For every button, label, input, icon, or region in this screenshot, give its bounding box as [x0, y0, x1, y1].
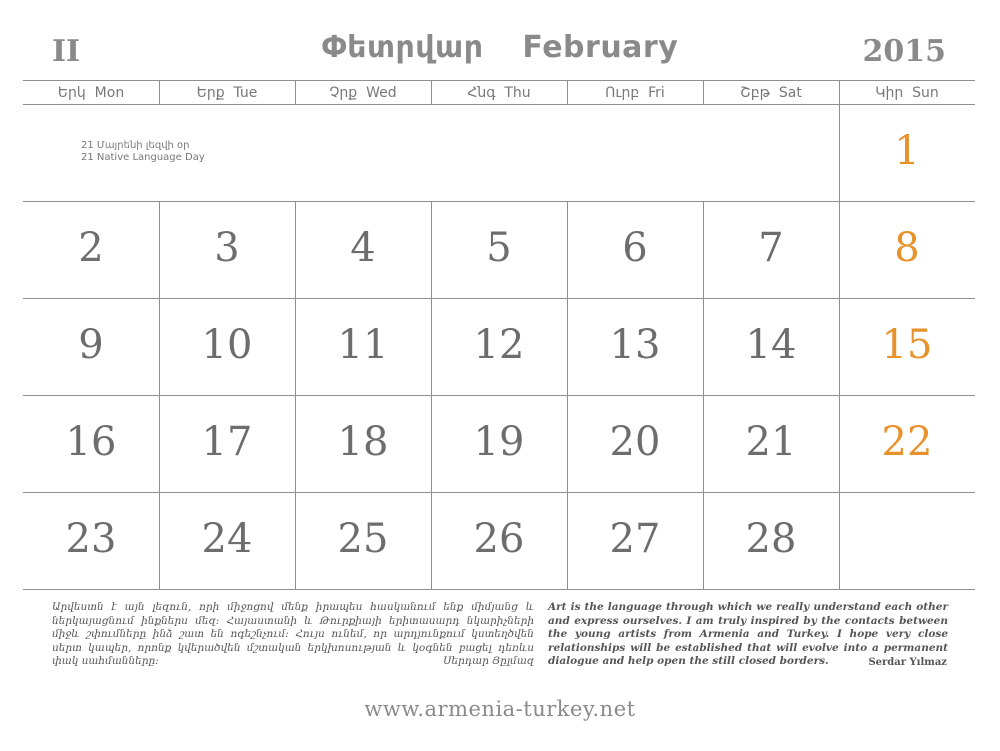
day-number: 2 [78, 225, 104, 271]
signature-armenian: Սերդար Յըլմազ [443, 655, 534, 667]
day-number: 5 [486, 225, 512, 271]
day-number: 7 [758, 225, 784, 271]
day-number: 9 [78, 322, 104, 368]
day-number: 28 [745, 516, 797, 562]
page-title [0, 30, 1000, 65]
calendar-grid [23, 80, 975, 589]
day-number: 22 [881, 419, 933, 465]
day-number: 3 [214, 225, 240, 271]
day-number: 20 [609, 419, 661, 465]
day-number: 25 [337, 516, 389, 562]
day-number: 21 [745, 419, 797, 465]
title-english: February [522, 30, 679, 65]
day-number: 4 [350, 225, 376, 271]
day-header-fri: Ուրբ Fri [605, 85, 665, 101]
month-roman-numeral: II [52, 34, 81, 69]
day-number: 26 [473, 516, 525, 562]
grid-line-row [23, 492, 975, 493]
day-number: 6 [622, 225, 648, 271]
day-header-wed: Չրք Wed [329, 85, 397, 101]
website-url[interactable]: www.armenia-turkey.net [364, 697, 636, 721]
day-header-sat: Շբթ Sat [740, 85, 802, 101]
day-number: 23 [65, 516, 117, 562]
grid-line-row [23, 201, 975, 202]
day-number: 18 [337, 419, 389, 465]
quote-english: Art is the language through which we really understand each other and express ourselves. I am truly inspired by the contacts between the young artists from Armenia and Turkey. I hope very close relationships will be established that will evolve into a permanent dialogue and help open the still closed borders. [548, 601, 948, 667]
day-number: 13 [609, 322, 661, 368]
signature-english: Serdar Yılmaz [868, 657, 947, 668]
day-number: 10 [201, 322, 253, 368]
day-number: 27 [609, 516, 661, 562]
note-armenian: 21 Մայրենի լեզվի օր [81, 140, 190, 151]
year-label: 2015 [862, 34, 946, 69]
day-header-sun: Կիր Sun [875, 85, 939, 101]
grid-line-header [23, 104, 975, 105]
day-number: 14 [745, 322, 797, 368]
day-number: 1 [894, 128, 920, 174]
quote-armenian: Արվեստն է այն լեզուն, որի միջոցով մենք իրապես հասկանում ենք միմյանց և ներկայացնում ինքներս մեզ: Հայաստանի և Թուրքիայի երիտասարդ նկարիչների միջև շփումները ինձ շատ են ոգեշնչում: Հույս ունեմ, որ արդյունքում կստեղծվեն սերտ կապեր, որոնք կվերածվեն մշտական երկխոսության և կօգնեն բացել դեռևս փակ սահմանները: [52, 601, 534, 667]
note-english: 21 Native Language Day [81, 152, 205, 163]
title-armenian: Փետրվար [321, 30, 484, 65]
day-number: 8 [894, 225, 920, 271]
grid-line-row [23, 298, 975, 299]
day-number: 19 [473, 419, 525, 465]
day-number: 11 [337, 322, 389, 368]
day-number: 17 [201, 419, 253, 465]
day-number: 16 [65, 419, 117, 465]
day-number: 15 [881, 322, 933, 368]
grid-line-row [23, 589, 975, 590]
day-header-tue: Երք Tue [196, 85, 258, 101]
day-header-thu: Հնգ Thu [467, 85, 531, 101]
grid-line-row [23, 395, 975, 396]
day-header-mon: Երկ Mon [57, 85, 125, 101]
day-number: 12 [473, 322, 525, 368]
day-number: 24 [201, 516, 253, 562]
